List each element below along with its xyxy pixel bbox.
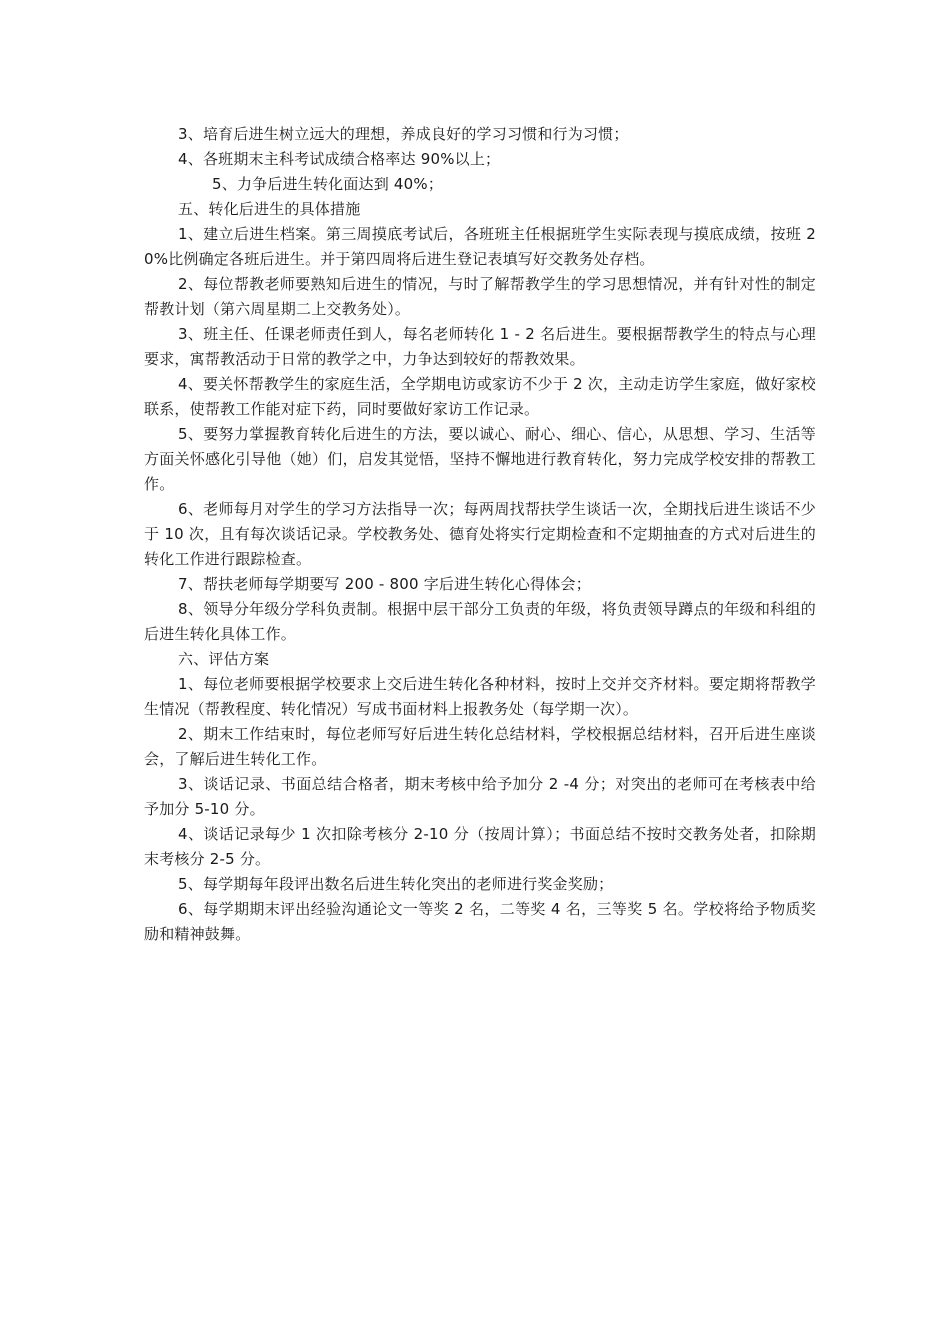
- measure-item: 7、帮扶老师每学期要写 200 - 800 字后进生转化心得体会；: [178, 575, 591, 593]
- section-heading-evaluation: 六、评估方案: [178, 650, 270, 668]
- measure-item: 5、要努力掌握教育转化后进生的方法，要以诚心、耐心、细心、信心，从思想、学习、生活等方面关怀感化引导他（她）们，启发其觉悟，坚持不懈地进行教育转化，努力完成学校安排的帮教工作。: [144, 425, 816, 493]
- evaluation-item: 5、每学期每年段评出数名后进生转化突出的老师进行奖金奖励；: [178, 875, 614, 893]
- document-body: [144, 122, 816, 947]
- measure-item: 4、要关怀帮教学生的家庭生活，全学期电访或家访不少于 2 次，主动走访学生家庭，做好家校联系，使帮教工作能对症下药，同时要做好家访工作记录。: [144, 375, 816, 418]
- goal-item: 3、培育后进生树立远大的理想，养成良好的学习习惯和行为习惯；: [178, 125, 629, 143]
- evaluation-item: 2、期末工作结束时，每位老师写好后进生转化总结材料，学校根据总结材料，召开后进生座谈会，了解后进生转化工作。: [144, 725, 816, 768]
- evaluation-item: 4、谈话记录每少 1 次扣除考核分 2-10 分（按周计算）；书面总结不按时交教务处者，扣除期末考核分 2-5 分。: [144, 825, 816, 868]
- measure-item: 6、老师每月对学生的学习方法指导一次；每两周找帮扶学生谈话一次，全期找后进生谈话不少于 10 次，且有每次谈话记录。学校教务处、德育处将实行定期检查和不定期抽查的方式对后进生的转化工作进行跟踪检查。: [144, 500, 816, 568]
- measure-item: 1、建立后进生档案。第三周摸底考试后，各班班主任根据班学生实际表现与摸底成绩，按班 20%比例确定各班后进生。并于第四周将后进生登记表填写好交教务处存档。: [144, 225, 816, 268]
- evaluation-item: 3、谈话记录、书面总结合格者，期末考核中给予加分 2 -4 分；对突出的老师可在考核表中给予加分 5-10 分。: [144, 775, 816, 818]
- measure-item: 2、每位帮教老师要熟知后进生的情况，与时了解帮教学生的学习思想情况，并有针对性的制定帮教计划（第六周星期二上交教务处）。: [144, 275, 816, 318]
- measure-item: 8、领导分年级分学科负责制。根据中层干部分工负责的年级，将负责领导蹲点的年级和科组的后进生转化具体工作。: [144, 600, 816, 643]
- evaluation-item: 1、每位老师要根据学校要求上交后进生转化各种材料，按时上交并交齐材料。要定期将帮教学生情况（帮教程度、转化情况）写成书面材料上报教务处（每学期一次）。: [144, 675, 816, 718]
- section-heading-measures: 五、转化后进生的具体措施: [178, 200, 361, 218]
- measure-item: 3、班主任、任课老师责任到人，每名老师转化 1 - 2 名后进生。要根据帮教学生的特点与心理要求，寓帮教活动于日常的教学之中，力争达到较好的帮教效果。: [144, 325, 816, 368]
- goal-item: 5、力争后进生转化面达到 40%；: [212, 175, 444, 193]
- goal-item: 4、各班期末主科考试成绩合格率达 90%以上；: [178, 150, 501, 168]
- evaluation-item: 6、每学期期末评出经验沟通论文一等奖 2 名，二等奖 4 名，三等奖 5 名。学校将给予物质奖励和精神鼓舞。: [144, 900, 816, 943]
